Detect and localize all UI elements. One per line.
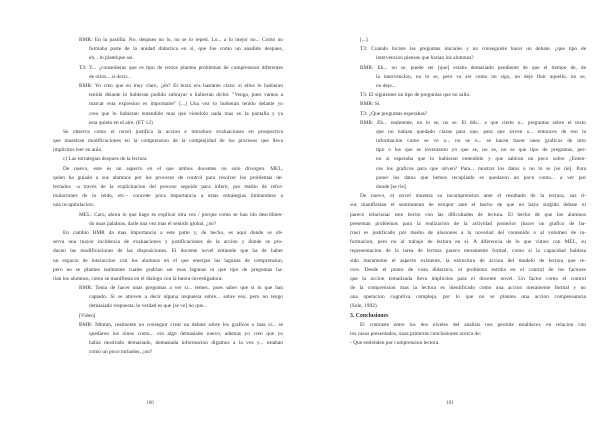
text-line: poner los datos que hemos recopilado se quedaron un poco como... a ver por	[376, 174, 586, 181]
text-line: BMR: Mhmm, realmente no conseguir crear un debate sobre los graficos o mas si... se	[79, 321, 283, 328]
text-line: En cambio BMR da mas importancia a este parte y, de hecho, es aqui donde se ob-	[63, 229, 283, 236]
text-line: T3: Cuando hiciste las preguntas iniciales y no conseguiste hacer un debate, ¿que tipo de	[360, 46, 586, 53]
text-line: MEL: Caro, ahora lo que hago es explicar otra vez / porque como se han ido describien-	[79, 211, 283, 218]
text-line: ces los graficos para que sirven? Para... mostrar los datos o no lo se [se rie]. Para	[376, 165, 586, 172]
text-line: no si esperaba que lo hubieran entendido y que sabiran un poco sobre ¿Enten-	[376, 156, 586, 163]
text-line: informacion como se ve o... no se o... se hacen hacer unos graficos de otro	[376, 138, 586, 145]
text-line: T3: Y... ¿conseideras que es tipo de textos plantea problemas de comprension diferentes	[79, 64, 283, 71]
text-line: rras) es justificado por medio de alusiones a la novedad del contenido o al volumen de in-	[350, 229, 586, 236]
text-line: habia mostrado demasiado, demasiada informacion digamos a la vez y... estaban	[89, 340, 283, 347]
text-line: BMR: En la pastilla. No, despues no lo, no se lo repeti. Lo... a lo mejor no... Como no	[79, 37, 283, 43]
text-line: intervencion piensas que harian los alumnos?	[376, 55, 474, 62]
text-line: formacion, pero no al trabajo de lectura en si. A diferencia de lo que vimos con MEL, su	[350, 239, 586, 246]
text-line: rian los alumnos, como se manifiesta en el dialogo con la tutora-investigadora:	[53, 275, 223, 282]
left-page-body	[53, 36, 283, 358]
text-line: BMR: Eh... realmente, no lo se, no se. El tbh... a que cierto o... preguntas sobre el texto	[360, 119, 586, 126]
text-line: De nuevo, el novel muestra su incomprension ante el resultado de la lectura, sus ti-	[360, 193, 586, 200]
text-line: sido meramente el aspecto existente, la estructura de accion del modelo de lectura que re-	[350, 257, 586, 264]
text-line: presentan problemas para la realizacion de la actividad posterior (hacer un grafico de ba-	[350, 220, 586, 227]
text-line: quedaron los ninos como... era algo demasiado nuevo, ademas yo creo que yo	[89, 331, 283, 337]
text-line: que muestran modificaciones en la comprension de la complejidad de los procesos que lleva	[53, 138, 283, 145]
text-line: como un poco turbados, ¿no?	[89, 349, 153, 356]
text-line: [Video]	[79, 312, 96, 319]
text-line: la intervencion, no lo se, pero va ser como no sigo, no deje fluir aquello, no se,	[376, 73, 586, 80]
text-line: T3: El siguientes un tipo de preguntas que no salio.	[360, 92, 471, 99]
text-line: c) Las estrategias despues de la lectura	[63, 156, 147, 163]
text-line: [...]	[360, 37, 368, 43]
text-line: creo que lo hubieran entendido mas que viendolo nada mas en la pantalla y ya	[89, 110, 283, 117]
text-line: BMR: Tenia de hacer unas preguntas a ver si... temes.. pues saber que si lo que han	[79, 285, 283, 292]
text-line: quien ha guiado a sus alumnos por los procesos de control para resolver los problemas de-	[53, 174, 283, 181]
text-line: que la accion tematizada lleva implicitos para el docente novel. Un factor como el control	[350, 275, 586, 282]
text-line: tipo o los que se inventaron yo que se, no se, no se que tipo de preguntas, per-	[376, 147, 586, 154]
page-number: 100	[146, 401, 154, 406]
text-line: mulaciones de lo leido, etc.– concede poca importancia a estas estrategias limitandose a	[53, 193, 283, 200]
text-line: una operacion cognitiva compleja, por lo que no se plantea una accion compensatoria	[350, 294, 586, 301]
text-line: una recapitulacion:	[53, 202, 95, 209]
text-line: representacion de la tarea de lectura parece meramente formal, como si la capacidad hubiera	[350, 248, 586, 255]
text-line: que no habian quedado claras para que, para que sirven o... entonces de eso la	[376, 128, 586, 135]
text-line: ducen las modificaciones de las disposiciones. El docente novel entiende que ha de haber	[53, 248, 283, 255]
text-line: BMR: Eh... no se, puede ser [que] estaba demasiado pendiente de que el tiempo de, de	[360, 64, 586, 71]
text-line: parece relacionar este hecho con las dificultades de lectura. El hecho de que los alumnos	[350, 211, 586, 218]
text-line: marcar esta expresion es importante" [...] Una vez lo hubieran tenido delante yo	[89, 101, 283, 108]
page-number: 101	[446, 401, 454, 406]
text-line: cres. Desde el punto de vista didactico, el problema estriba en el control de los factores	[350, 266, 586, 273]
text-line: eh... lo plantique asi.	[89, 55, 134, 62]
text-line: BMR: Si.	[360, 101, 381, 108]
text-line: no deje...	[376, 82, 396, 89]
text-line: 3. Conclusiones	[350, 312, 389, 319]
text-line: BMR: Yo creo que en muy claro, ¿eh? El texto era bastante claro: si ellos lo hubieran	[79, 82, 283, 89]
text-line: De nuevo, este es un aspecto en el que ambos docentes no solo divergen. MEL,	[63, 165, 283, 172]
text-line: captado. Si se atreven a decir alguna respuesta sobre... sobre eso, pero no tengo	[89, 294, 283, 301]
right-page	[300, 0, 600, 424]
text-line: - Que entienden por comprension lectora.	[350, 340, 440, 347]
text-line: serva una mayor incidencia de evaluaciones y justificaciones de la accion y donde se pro-	[53, 239, 283, 246]
text-line: de la comprension mas la lectura es identificado como una accion meramente formal y no	[350, 285, 586, 292]
text-line: los casos presentados, unas primeras conclusiones acerca de:	[350, 331, 482, 337]
text-line: tenido delante lo hubieran podido subrayar o hubieran dicho: "Venga, pues vamos a	[89, 92, 283, 99]
right-page-body	[350, 36, 586, 348]
text-line: tectados –a traves de la explicitacion del proceso seguido para inferir, por medio de refor-	[53, 184, 283, 190]
text-line: Se observa como el novel justifica la accion e introduce evaluaciones en prospectiva	[63, 128, 283, 135]
text-line: demasiado respuesta, lo verdad es que [se ve] no que...	[89, 303, 208, 310]
text-line: El contraste entre los dos niveles del analisis nos permite establecer, en relacion con	[360, 321, 586, 328]
text-line: (Sole, 1992).	[350, 303, 378, 310]
text-line: do unas palabras, darle una vez mas el sentido global, ¿no?	[89, 220, 217, 227]
text-line: un espacio de interaccion con los alumnos en el que emerjan las lagunas de comprension,	[53, 257, 283, 264]
text-line: pero no se plantea realmente cuales podrian ser esas lagunas ni que tipo de preguntas ha-	[53, 266, 283, 273]
text-line: de otros... si decir...	[89, 73, 132, 80]
text-line: T3: ¿Que preguntas esperabas?	[360, 110, 428, 117]
text-line: formaba parte de la unidad didactica en si, que fue como un anadido despues,	[89, 46, 283, 53]
text-line: esta quieto en el aire. (ET 12)	[89, 119, 153, 126]
text-line: implicitos leer en aula.	[53, 147, 103, 154]
text-line: sus manifiestan el sentimiento de estupor ante el hecho de que no haya surgido debate ni	[350, 202, 586, 209]
text-line: donde [se rie].	[376, 184, 407, 190]
